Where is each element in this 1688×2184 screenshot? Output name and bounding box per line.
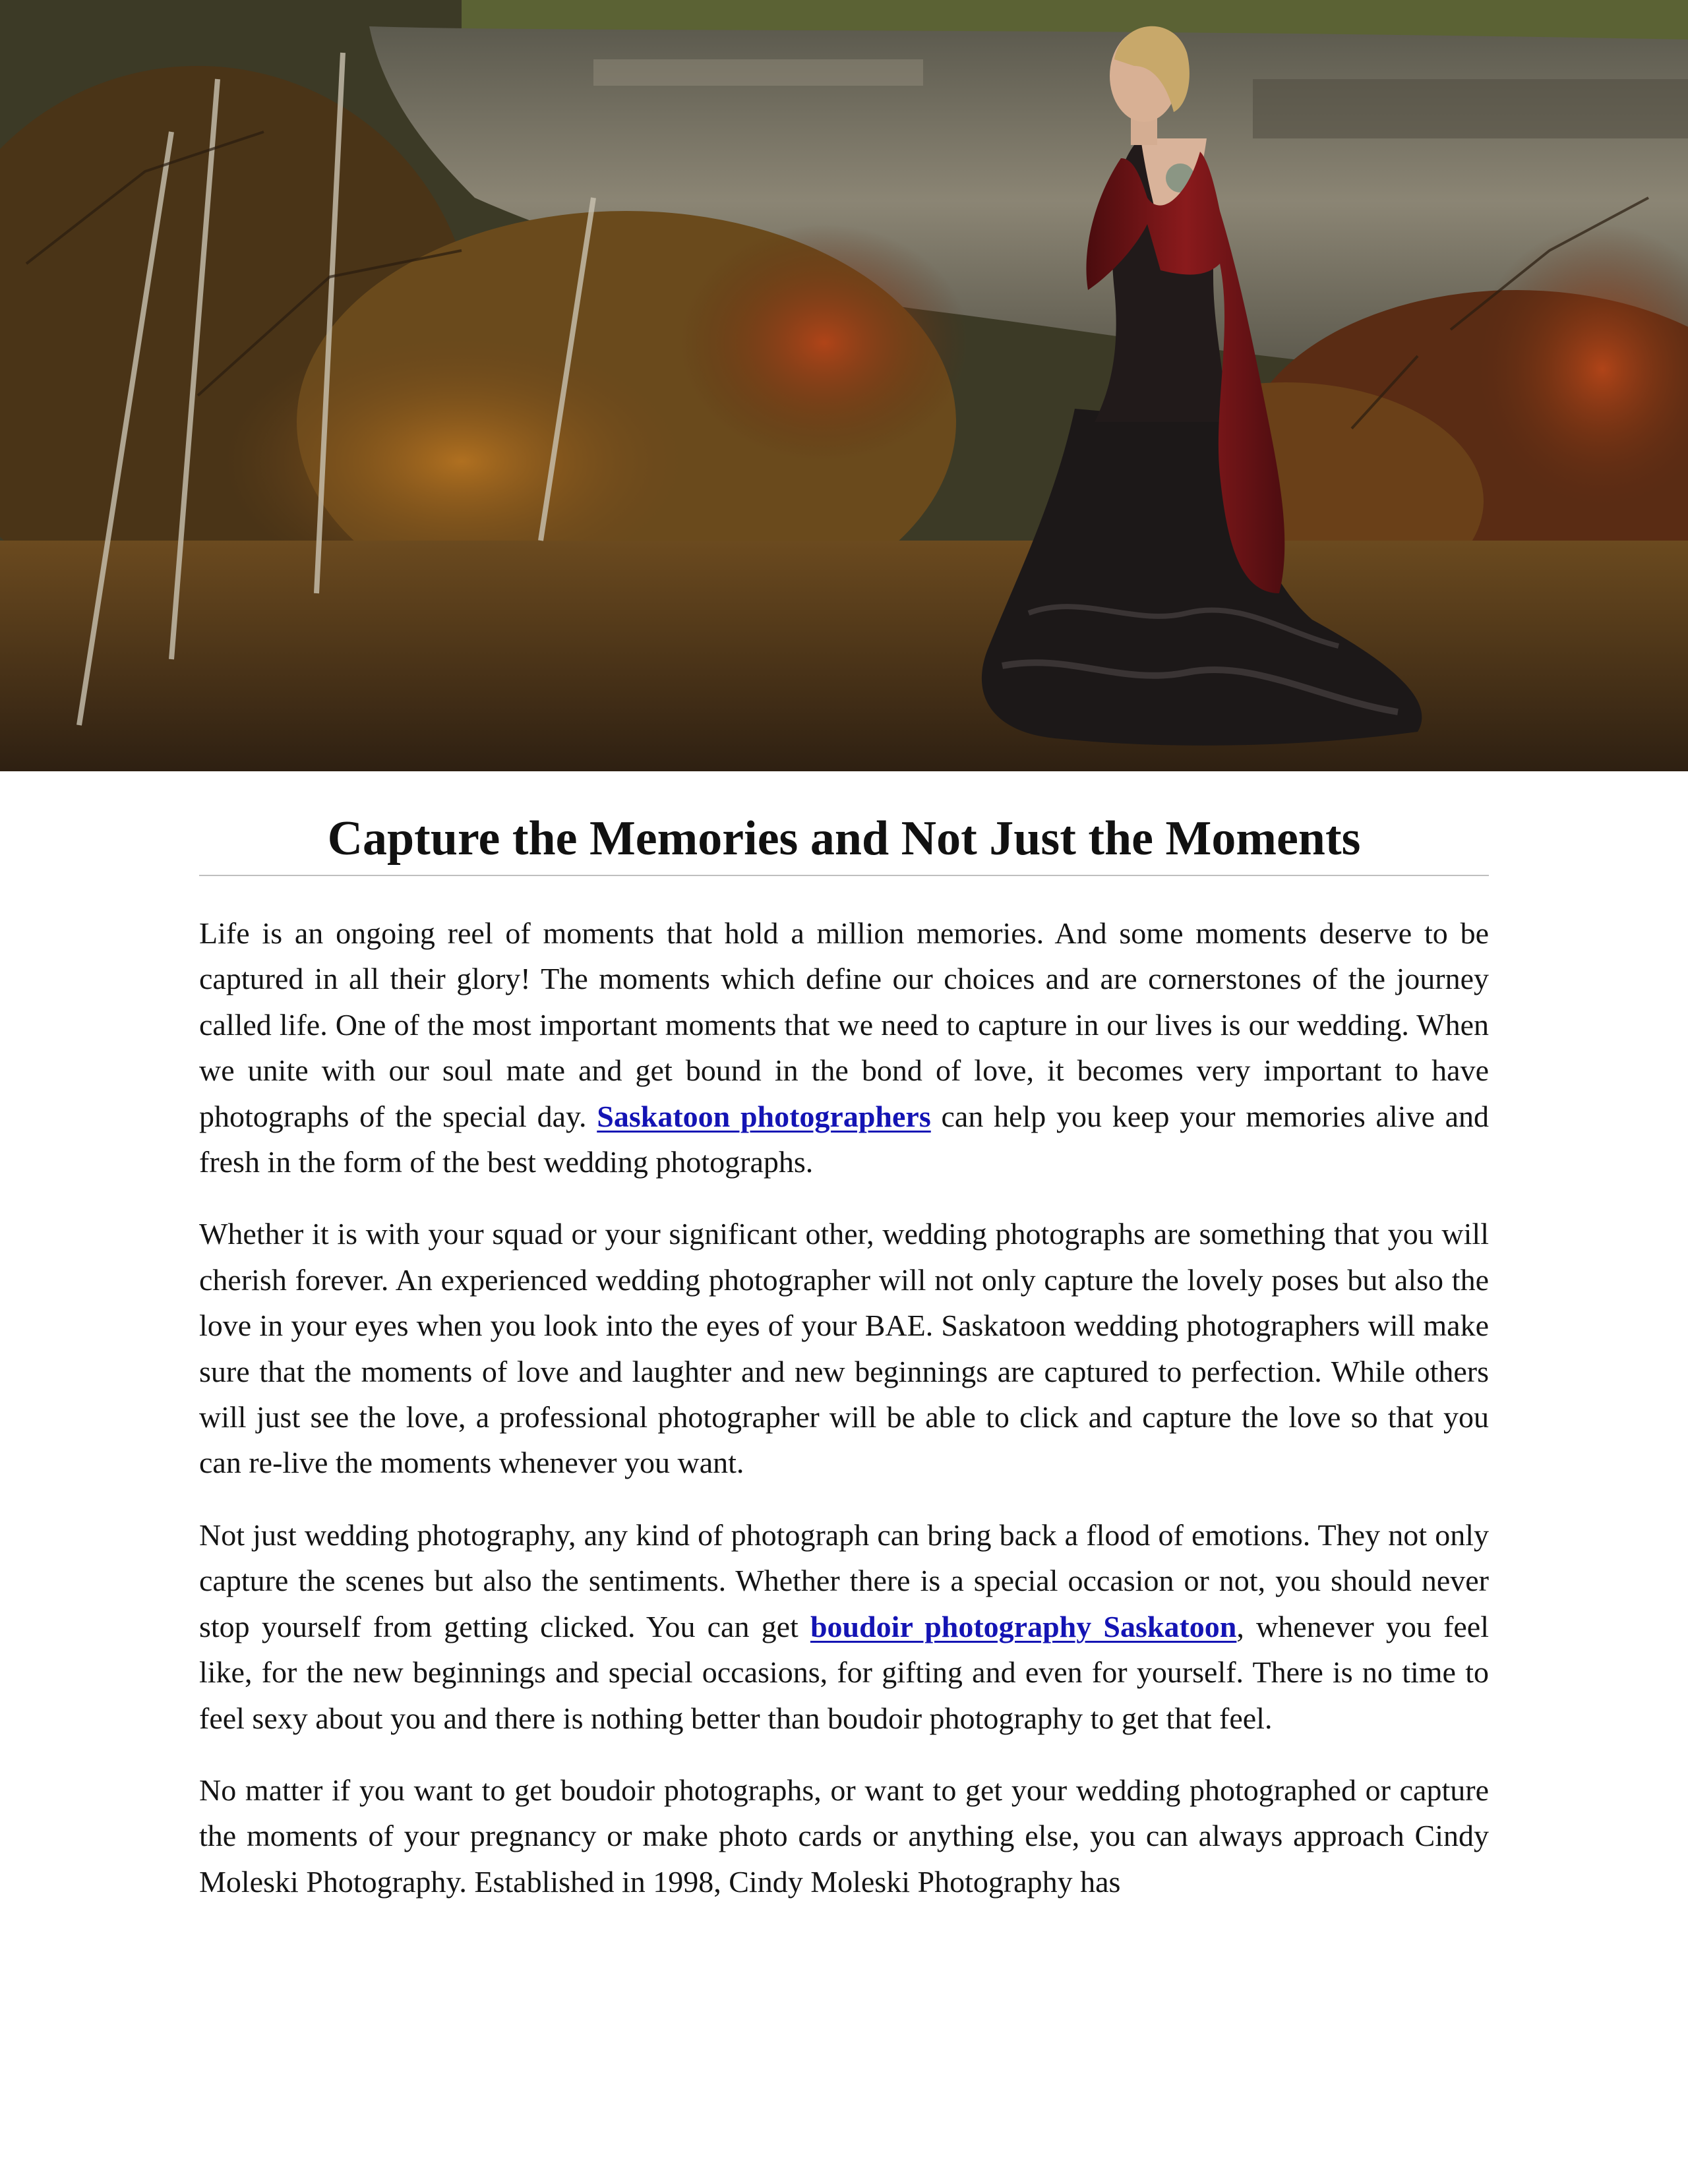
paragraph-1 — [199, 910, 1489, 1185]
paragraph-2: Whether it is with your squad or your significant other, wedding photographs are something that you will cherish forever. An experienced wedding photographer will not only capture the lovely poses but also the love in your eyes when you look into the eyes of your BAE. Saskatoon wedding photographers will make sure that the moments of love and laughter and new beginnings are captured to perfection. While others will just see the love, a professional photographer will be able to click and capture the love so that you can re-live the moments whenever you want. — [199, 1217, 1489, 1480]
saskatoon-photographers-link[interactable]: Saskatoon photographers — [597, 1099, 931, 1133]
boudoir-photography-link[interactable]: boudoir photography Saskatoon — [810, 1609, 1237, 1643]
paragraph-3 — [199, 1512, 1489, 1741]
article — [199, 808, 1489, 1931]
hero-photo-illustration — [0, 0, 1688, 771]
paragraph-3-text-end: , whenever you feel like, for the new beginnings and special occasions, for gifting and even for yourself. There is no time to feel sexy about you and there is nothing better than boudoir photography to get that feel. — [199, 1609, 1490, 1735]
paragraph-4: No matter if you want to get boudoir photographs, or want to get your wedding photographed or capture the moments of your pregnancy or make photo cards or anything else, you can always approach Cindy Moleski Photography. Established in 1998, Cindy Moleski Photography has — [199, 1773, 1489, 1899]
article-title: Capture the Memories and Not Just the Moments — [327, 812, 1361, 866]
paragraph-3-text-start: Not just wedding photography, any kind of photograph can bring back a flood of emotions. They not only capture the scenes but also the sentiments. Whether there is a special occasion or not, you should never stop yourself from getting clicked. You can get — [199, 1518, 1489, 1643]
hero-photo — [0, 0, 1688, 771]
title-divider — [199, 875, 1489, 876]
paragraph-1-text-start: Life is an ongoing reel of moments that hold a million memories. And some moments deserve to be captured in all their glory! The moments which define our choices and are cornerstones of the journey called life. One of the most important moments that we need to capture in our lives is our wedding. When we unite with our soul mate and get bound in the bond of love, it becomes very important to have photographs of the special day. — [199, 916, 1489, 1133]
paragraph-1-text-end: can help you keep your memories alive and fresh in the form of the best wedding photographs. — [199, 1099, 1490, 1179]
